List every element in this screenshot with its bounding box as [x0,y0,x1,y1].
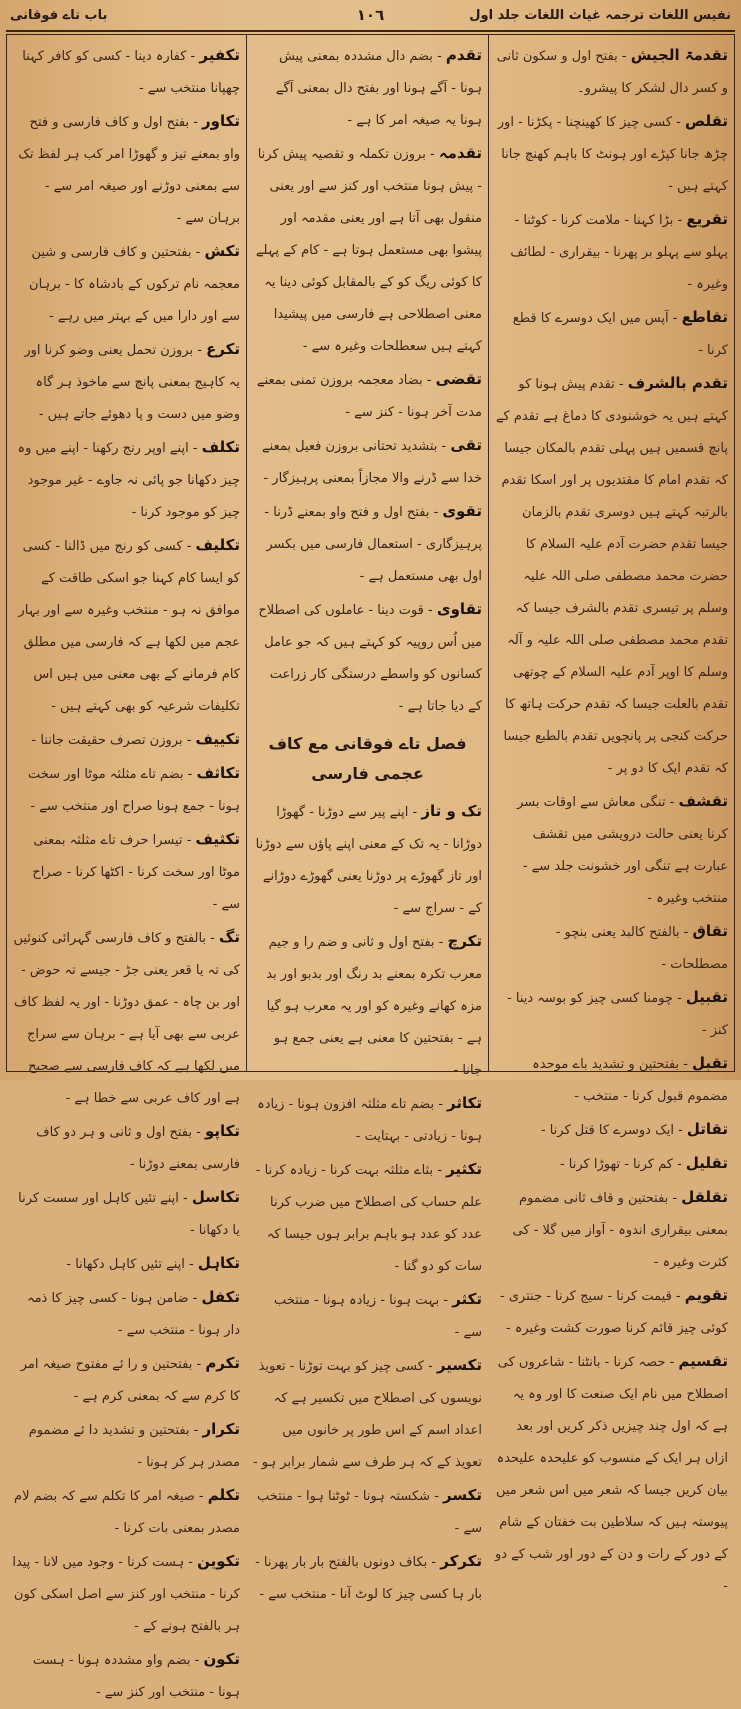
entry-separator: - [182,539,196,554]
entry-headword: تگ [219,928,240,946]
dictionary-entry [253,363,482,429]
dictionary-entry [495,1147,728,1181]
entry-definition: صیغہ امر کا تکلم سے کہ بضم لام مصدر بمعنی بات کرنا - [14,1489,240,1536]
entry-definition: اپنے تئیں کاہل دکھانا - [66,1257,185,1272]
entry-definition: کسی کو رنج میں ڈالنا - کسی کو ایسا کام کہنا جو اسکی طاقت کے موافق نہ ہو - منتخب وغیرہ سے اور بہار عجم میں لکھا ہے کہ فارسی میں مطلق کام فرمانے کے بھی معنی میں ہیں اس تکلیفات شرعیہ کو بھی کہتے ہیں - [18,539,240,714]
entry-headword: تقوی [442,502,482,520]
entry-separator: - [183,767,197,782]
entry-headword: تکاپو [204,1122,240,1140]
entry-headword: تقاوی [436,600,482,618]
entry-definition: کم کرنا - تھوڑا کرنا - [559,1157,673,1172]
entry-separator: - [430,1489,444,1504]
entry-definition: بضم تاے مثلثہ افزون ہونا - زیادہ ہونا - زیادتی - بہتایت - [257,1097,482,1144]
column-right [488,35,734,1594]
dictionary-entry [253,795,482,925]
entry-separator: - [434,1097,448,1112]
dictionary-entry [11,1281,240,1347]
entry-definition: قیمت کرنا - سیج کرنا - جنتری - کوئی چیز قائم کرنا صورت کشت وغیرہ - [500,1289,728,1336]
entry-definition: بفتح اول و سکون ثانی و کسر دال لشکر کا پیشرو۔ [496,49,728,96]
dictionary-entry [253,1283,482,1349]
entry-definition: آپس میں ایک دوسرے کا قطع کرنا - [512,311,728,358]
entry-headword: تکاثر [447,1094,482,1112]
entry-definition: بہت ہونا - زیادہ ہونا - منتخب سے - [273,1293,482,1340]
entry-headword: تکاثف [196,764,240,782]
entry-headword: تکلم [207,1486,240,1504]
dictionary-entry [253,429,482,495]
entry-headword: تقریع [686,210,728,228]
dictionary-entry [253,1153,482,1283]
dictionary-entry [11,1247,240,1281]
entry-definition: بضم واو مشددہ ہونا - ہست ہونا - منتخب اور کنز سے - [32,1653,240,1700]
entry-headword: تکاور [202,112,240,130]
entry-definition: بفتحتین و کاف فارسی و شین معجمہ نام ترکوں کے بادشاہ کا - برہان سے اور دارا میں کے بہتر میں رہے - [29,245,240,324]
entry-definition: بروزن تکملہ و تقصیہ پیش کرنا - پیش ہونا منتخب اور کنز سے اور یعنی منقول بھی آتا ہے اور یعنی مقدمہ اور پیشوا بھی مستعمل ہوتا ہے - کام کے پہلے کا کوئی ریگ کو کے بالمقابل کوئی دینا یہ معنی اصطلاحی ہے فارسی میں پیشیدا کہتے ہیں سعطلحات وغیرہ سے - [255,147,482,354]
entry-separator: - [191,245,205,260]
entry-headword: تکرع [206,340,240,358]
entry-separator: - [617,49,631,64]
entry-separator: - [189,1423,203,1438]
entry-definition: قوت دینا - عاملوں کی اصطلاح میں اُس روپیہ کو کہتے ہیں کہ جو عامل کسانوں کو واسطے درستگی کار زراعت کے دیا جاتا ہے - [258,603,482,714]
dictionary-entry [11,529,240,723]
entry-separator: - [186,49,200,64]
entry-headword: تکثیف [195,830,240,848]
entry-headword: تکرار [202,1420,240,1438]
entry-definition: بضم دال مشددہ بمعنی پیش ہونا - آگے ہونا اور بفتح دال بمعنی آگے ہونا یہ صیغہ امر کا ہے - [275,49,482,128]
dictionary-entry [253,1349,482,1479]
dictionary-entry [11,1643,240,1709]
entry-headword: تقدمۃ الجیش [630,46,728,64]
dictionary-entry [11,1115,240,1181]
entry-separator: - [665,1355,679,1370]
dictionary-entry [495,1345,728,1603]
entry-separator: - [189,115,203,130]
entry-headword: تکفل [201,1288,240,1306]
entry-separator: - [192,1357,206,1372]
dictionary-columns [6,34,735,1700]
entry-separator: - [425,147,439,162]
dictionary-entry [253,1479,482,1545]
entry-definition: شکستہ ہونا - ٹوٹنا ہوا - منتخب سے - [257,1489,482,1536]
entry-definition: بفتحتین و تشدید باے موحدہ مضموم قبول کرنا - منتخب - [532,1057,728,1104]
entry-separator: - [429,505,443,520]
entry-definition: بفتح اول و کاف فارسی و فتح واو بمعنے تیز و گھوڑا امر کب ہر لفظ تک سے بمعنی دوڑنے اور صیغہ امر سے - برہان سے - [18,115,240,226]
entry-separator: - [668,1191,682,1206]
entry-definition: بالفتح و کاف فارسی گہرائی کنوئیں کی تہ یا قعر یعنی جڑ - جیسے تہ حوض - اور بن چاہ - عمق دوڑنا - اور یہ لفظ کاف عربی سے بھی آیا ہے - برہان سے سراج میں لکھا ہے کہ کاف فارسی سے صحیح ہے اور کاف عربی سے خطا ہے - [13,931,240,1106]
entry-definition: چومنا کسی چیز کو بوسہ دینا - کنز - [507,991,728,1038]
entry-headword: تقلیل [685,1154,728,1172]
dictionary-entry [11,105,240,235]
dictionary-entry [495,203,728,301]
entry-separator: - [408,805,422,820]
entry-headword: تقضی [435,370,482,388]
dictionary-entry [11,333,240,431]
entry-definition: بضاد معجمہ بروزن تمنی بمعنے مدت آخر ہونا - کنز سے - [256,373,482,420]
entry-definition: بالفتح کالبد یعنی بنچو - مصطلحات - [555,925,728,972]
entry-separator: - [193,343,207,358]
entry-separator: - [194,1489,208,1504]
dictionary-entry [11,1479,240,1545]
dictionary-entry [495,1181,728,1279]
entry-headword: تکرکر [440,1552,482,1570]
entry-headword: تقدمہ [438,144,482,162]
dictionary-entry [495,301,728,367]
entry-headword: تکاسل [191,1188,240,1206]
entry-headword: تکوین [197,1552,240,1570]
entry-separator: - [184,1555,198,1570]
entry-headword: تقلص [684,112,728,130]
dictionary-entry [11,431,240,529]
entry-separator: - [423,603,437,618]
entry-separator: - [679,1057,693,1072]
entry-headword: تکییف [195,730,240,748]
entry-separator: - [673,213,687,228]
entry-separator: - [427,1555,441,1570]
entry-separator: - [422,373,436,388]
entry-headword: تقویم [684,1286,728,1304]
entry-headword: تقشف [678,792,728,810]
running-title: نفیس اللغات ترجمہ غیاث اللغات جلد اول [469,8,731,23]
dictionary-entry [11,39,240,105]
entry-definition: بروزن تحمل یعنی وضو کرنا اور یہ کاہیج بمعنی پانچ سے ماخوذ ہر گاہ وضو میں دست و پا دھوئے جاتے ہیں - [24,343,240,422]
dictionary-entry [495,367,728,785]
entry-headword: تقسیم [678,1352,728,1370]
entry-definition: تقدم پیش ہونا کو کہتے ہیں یہ خوشنودی کا دماغ ہے تقدم کے پانچ قسمیں ہیں پہلی تقدم بالمکان جیسا کہ تقدم امام کا مقتدیوں پر اور اسکا تقدم بالرتبہ کہتے ہیں دوسری تقدم بالزمان جیسا تقدم حضرت آدم علیہ السلام کا حضرت محمد مصطفی صلی اللہ علیہ وسلم پر تیسری تقدم بالشرف جیسا کہ تقدم محمد مصطفی صلی اللہ علیہ و آلہ وسلم کا اوپر آدم علیہ السلام کے چوتھی تقدم بالعلت جیسا کہ تقدم حرکت ہاتھ کا حرکت کنجی پر پانچویں تقدم بالطبع جیسا کہ تقدم ایک کا دو پر - [495,377,728,776]
dictionary-entry [11,1545,240,1643]
entry-separator: - [206,931,219,946]
dictionary-entry [495,39,728,105]
entry-separator: - [679,925,693,940]
entry-headword: تقلقل [681,1188,728,1206]
entry-definition: بفتحتین و قاف ثانی مضموم بمعنی بیقراری اندوہ - آواز میں گلا - کی کثرت وغیرہ - [512,1191,728,1270]
entry-definition: بڑا کہنا - ملامت کرنا - کوٹنا - پہلو سے پہلو بر پھرنا - بیقراری - لطائف وغیرہ - [510,213,728,292]
entry-separator: - [673,1123,687,1138]
entry-definition: کسی چیز کا کھینچنا - پکڑنا - اور چڑھ جانا کپڑے اور ہونٹ کا باہم کھنچ جانا کہتے ہیں - [497,115,728,194]
dictionary-entry [253,1087,482,1153]
entry-definition: بکاف دونوں بالفتح بار بار پھرنا - بار ہا کسی چیز کا لوٹ آنا - منتخب سے - [255,1555,482,1602]
entry-headword: تقاطع [681,308,728,326]
entry-definition: اپنے تئیں کاہل اور سست کرنا یا دکھانا - [18,1191,240,1238]
entry-separator: - [178,1191,192,1206]
entry-separator: - [432,49,446,64]
entry-separator: - [192,1125,205,1140]
dictionary-entry [253,39,482,137]
entry-separator: - [672,115,685,130]
entry-separator: - [665,795,679,810]
section-heading: فصل تاے فوقانی مع کاف عجمی فارسی [268,734,467,783]
dictionary-entry [253,593,482,723]
entry-headword: تقی [450,436,482,454]
entry-separator: - [672,991,686,1006]
entry-headword: تکسیر [436,1356,482,1374]
entry-separator: - [672,1157,686,1172]
dictionary-entry [253,495,482,593]
entry-headword: تکرم [205,1354,240,1372]
entry-headword: تک و تاز [421,802,482,820]
entry-headword: تکش [204,242,240,260]
entry-definition: تنگی معاش سے اوقات بسر کرنا یعنی حالت درویشی میں تقشف عبارت ہے تنگی اور خشونت جلد سے - منتخب وغیرہ - [517,795,728,906]
entry-definition: کفارہ دینا - کسی کو کافر کہنا چھپانا منتخب سے - [22,49,240,96]
entry-definition: ایک دوسرے کا قتل کرنا - [540,1123,674,1138]
entry-definition: بفتح اول و فتح واو بمعنے ڈرنا - پرہیزگاری - استعمال فارسی میں بکسر اول بھی مستعمل ہے - [264,505,482,584]
entry-definition: کسی چیز کو بہت توڑنا - تعویذ نویسوں کی اصطلاح میں تکسیر ہے کہ اعداد اسم کے اس طور پر خانوں میں تعویذ کے کہ ہر طرف سے شمار برابر ہو - [252,1359,482,1470]
entry-headword: تکثیر [446,1160,482,1178]
entry-definition: بثاے مثلثہ بہت کرنا - زیادہ کرنا - علم حساب کی اصطلاح میں ضرب کرنا عدد کو عدد ہو باہم برابر ہوں جیسا کہ سات کو دو گنا - [255,1163,482,1274]
entry-separator: - [182,833,196,848]
entry-headword: تقاتل [686,1120,728,1138]
entry-definition: بتشدید تحتانی بروزن فعیل بمعنے خدا سے ڈرنے والا مجازاً بمعنی پرہیزگار - [262,439,482,486]
entry-headword: تکرچ [447,932,482,950]
dictionary-entry [495,1279,728,1345]
dictionary-entry [11,823,240,921]
entry-separator: - [437,439,451,454]
page-number: ١٠٦ [356,6,385,24]
column-middle [246,35,488,1602]
entry-definition: بروزن تصرف حقیقت جاننا - [31,733,183,748]
entry-headword: تکسر [443,1486,482,1504]
entry-headword: تکلیف [195,536,240,554]
dictionary-entry [11,1413,240,1479]
dictionary-entry [495,981,728,1047]
dictionary-entry [11,1181,240,1247]
entry-definition: اپنے اوپر رنج رکھنا - اپنے میں وہ چیز دکھانا جو پائی نہ جاوے - غیر موجود چیز کو موجود کرنا - [17,441,240,520]
entry-definition: بفتحتین و را ئے مفتوح صیغہ امر کا کرم سے کہ بمعنی کرم ہے - [20,1357,240,1404]
entry-headword: تکثر [452,1290,482,1308]
dictionary-entry [495,1113,728,1147]
entry-definition: تیسرا حرف تاے مثلثہ بمعنی موٹا اور سخت کرنا - اکٹھا کرنا - صراح سے - [32,833,240,912]
dictionary-entry [495,785,728,915]
dictionary-entry [11,921,240,1115]
entry-separator: - [188,441,202,456]
chapter-title: باب تاے فوقانی [10,8,108,23]
entry-separator: - [668,311,682,326]
entry-definition: بفتحتین و تشدید دا ئے مضموم مصدر ہر کر ہونا - [28,1423,240,1470]
entry-separator: - [439,1293,453,1308]
entry-headword: تقدم بالشرف [627,374,728,392]
entry-separator: - [188,1291,202,1306]
entry-headword: تکفیر [199,46,240,64]
dictionary-entry [495,1047,728,1113]
entry-headword: تقبل [692,1054,728,1072]
entry-headword: تکون [203,1650,240,1668]
entry-separator: - [671,1289,685,1304]
entry-separator: - [614,377,628,392]
dictionary-entry [495,105,728,203]
entry-definition: اپنے پیر سے دوڑنا - گھوڑا دوڑانا - یہ تک کے معنی اپنے پاؤں سے دوڑنا اور تاز گھوڑے پر دوڑنا یعنی گھوڑے دوڑانے کے - سراج سے - [255,805,482,916]
dictionary-entry [11,723,240,757]
dictionary-entry [11,757,240,823]
entry-definition: حصہ کرنا - بانٹنا - شاعروں کی اصطلاح میں نام ایک صنعت کا اور وہ یہ ہے کہ اول چند چیزیں ذکر کریں اور بعد ازاں ہر ایک کے منسوب کو علیحدہ علیحدہ بیان کریں جیسا کہ شعر میں اس شعر میں پیوستہ ہیں کہ سلاطین بت خفتان کے شام کے دور کے رات و دن کے دور اور شب کے دو - [494,1355,728,1594]
entry-definition: ضامن ہونا - کسی چیز کا ذمہ دار ہونا - منتخب سے - [26,1291,240,1338]
entry-definition: بفتح اول و ثانی و ضم را و جیم معرب تکرہ بمعنے بد رنگ اور بدبو اور بد مزہ کھانے وغیرہ کو اور یہ معرب ہو گیا ہے - بفتحتین کا معنی ہے یعنی جمع ہو جانا - [266,935,482,1078]
entry-separator: - [433,1163,447,1178]
entry-separator: - [190,1653,204,1668]
dictionary-entry [253,925,482,1087]
entry-headword: تکاہل [197,1254,240,1272]
entry-separator: - [184,1257,198,1272]
page-header [6,4,735,32]
dictionary-entry [253,1545,482,1611]
dictionary-entry [495,915,728,981]
column-left [5,35,246,1700]
entry-separator: - [434,935,448,950]
dictionary-entry [11,1347,240,1413]
dictionary-entry [11,235,240,333]
entry-definition: بضم تاے مثلثہ موٹا اور سخت ہونا - جمع ہونا صراح اور منتخب سے - [27,767,240,814]
entry-headword: تقبیل [685,988,728,1006]
entry-separator: - [423,1359,437,1374]
dictionary-entry [253,137,482,363]
entry-separator: - [182,733,196,748]
entry-headword: تقاق [692,922,728,940]
entry-definition: ہست کرنا - وجود میں لانا - پیدا کرنا - منتخب اور کنز سے اصل اسکی کون ہر بالفتح ہونے کے - [12,1555,240,1634]
entry-definition: بفتح اول و ثانی و ہر دو کاف فارسی بمعنے دوڑنا - [36,1125,240,1172]
entry-headword: تقدم [445,46,482,64]
entry-headword: تکلف [201,438,240,456]
